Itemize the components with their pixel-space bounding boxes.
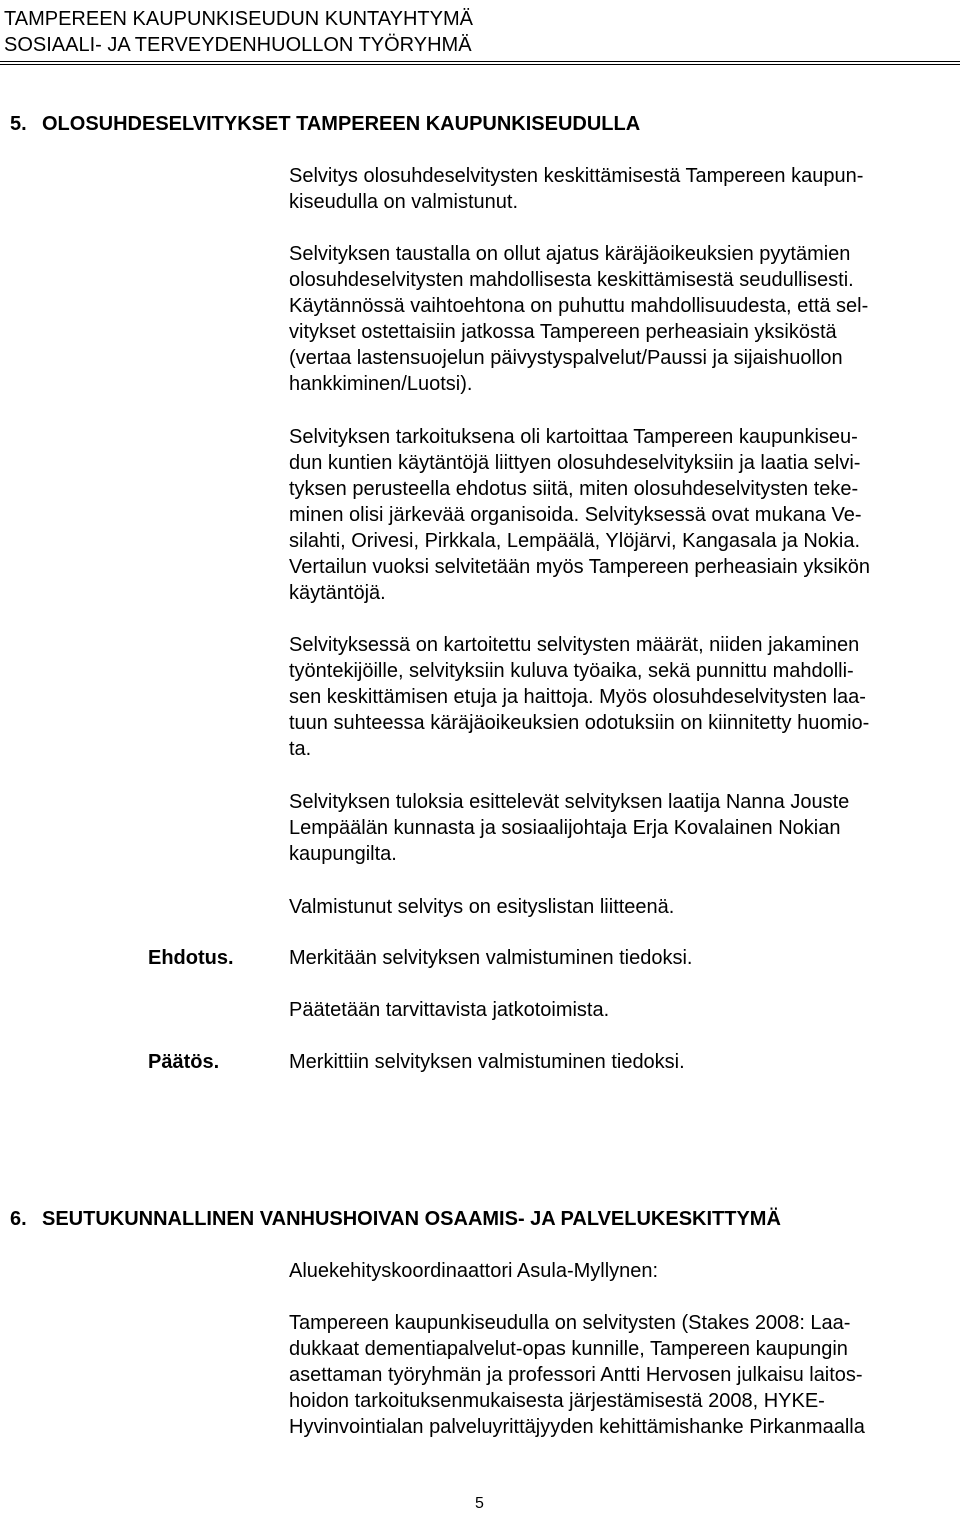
section-5-title: OLOSUHDESELVITYKSET TAMPEREEN KAUPUNKISEUDULLA: [42, 113, 641, 135]
text-line: Merkitään selvityksen valmistuminen tiedoksi.: [289, 947, 693, 969]
text-line: Selvityksessä on kartoitettu selvitysten määrät, niiden jakaminen: [289, 634, 860, 656]
text-line: Merkittiin selvityksen valmistuminen tiedoksi.: [289, 1051, 685, 1073]
section-5-paragraph-3: [289, 424, 870, 606]
text-line: Vertailun vuoksi selvitetään myös Tampereen perheasiain yksikön: [289, 556, 871, 578]
proposal-label: Ehdotus.: [148, 947, 234, 969]
text-line: käytäntöjä.: [289, 582, 386, 604]
section-5-heading: [10, 111, 640, 137]
text-line: dun kuntien käytäntöjä liittyen olosuhdeselvityksiin ja laatia selvi-: [289, 452, 861, 474]
text-line: Selvitys olosuhdeselvitysten keskittämisestä Tampereen kaupun-: [289, 165, 864, 187]
section-5-number: 5.: [10, 113, 27, 135]
section-5-paragraph-1: [289, 163, 863, 215]
text-line: tuun suhteessa käräjäoikeuksien odotuksiin on kiinnitetty huomio-: [289, 712, 870, 734]
text-line: sen keskittämisen etuja ja haittoja. Myös olosuhdeselvitysten laa-: [289, 686, 866, 708]
text-line: minen olisi järkevää organisoida. Selvityksessä ovat mukana Ve-: [289, 504, 862, 526]
text-line: Aluekehityskoordinaattori Asula-Myllynen:: [289, 1260, 659, 1282]
text-line: Selvityksen taustalla on ollut ajatus käräjäoikeuksien pyytämien: [289, 243, 851, 265]
text-line: työntekijöille, selvityksiin kuluva työaika, sekä punnittu mahdolli-: [289, 660, 854, 682]
text-line: Tampereen kaupunkiseudulla on selvitysten (Stakes 2008: Laa-: [289, 1312, 851, 1334]
section-6-paragraph-1: [289, 1310, 865, 1440]
section-5-paragraph-2: [289, 241, 868, 397]
decision-text: [289, 1049, 685, 1075]
text-line: vitykset ostettaisiin jatkossa Tampereen perheasiain yksiköstä: [289, 321, 837, 343]
text-line: hoidon tarkoituksenmukaisesta järjestämisestä 2008, HYKE-: [289, 1390, 825, 1412]
text-line: Päätetään tarvittavista jatkotoimista.: [289, 999, 610, 1021]
text-line: dukkaat dementiapalvelut-opas kunnille, Tampereen kaupungin: [289, 1338, 848, 1360]
text-line: kaupungilta.: [289, 843, 397, 865]
section-5-attachment-note: [289, 894, 674, 920]
text-line: asettaman työryhmän ja professori Antti Hervosen julkaisu laitos-: [289, 1364, 863, 1386]
text-line: Selvityksen tuloksia esittelevät selvityksen laatija Nanna Jouste: [289, 791, 850, 813]
text-line: Käytännössä vaihtoehtona on puhuttu mahdollisuudesta, että sel-: [289, 295, 869, 317]
text-line: (vertaa lastensuojelun päivystyspalvelut/Paussi ja sijaishuollon: [289, 347, 843, 369]
text-line: ta.: [289, 738, 312, 760]
text-line: kiseudulla on valmistunut.: [289, 191, 519, 213]
proposal-text-2: [289, 997, 609, 1023]
proposal-text: [289, 945, 693, 971]
text-line: hankkiminen/Luotsi).: [289, 373, 473, 395]
header-organization: TAMPEREEN KAUPUNKISEUDUN KUNTAYHTYMÄ: [4, 8, 473, 30]
text-line: silahti, Orivesi, Pirkkala, Lempäälä, Ylöjärvi, Kangasala ja Nokia.: [289, 530, 861, 552]
section-5-paragraph-4: [289, 632, 869, 762]
page-number: 5: [475, 1495, 484, 1512]
header-working-group: SOSIAALI- JA TERVEYDENHUOLLON TYÖRYHMÄ: [4, 34, 472, 56]
section-6-number: 6.: [10, 1208, 27, 1230]
section-5-paragraph-5: [289, 789, 849, 867]
section-6-presenter: [289, 1258, 658, 1284]
header-rule-bottom: [0, 64, 960, 65]
document-header: [4, 6, 473, 58]
text-line: Lempäälän kunnasta ja sosiaalijohtaja Erja Kovalainen Nokian: [289, 817, 841, 839]
text-line: Selvityksen tarkoituksena oli kartoittaa Tampereen kaupunkiseu-: [289, 426, 858, 448]
decision-label: Päätös.: [148, 1051, 220, 1073]
text-line: Hyvinvointialan palveluyrittäjyyden kehittämishanke Pirkanmaalla: [289, 1416, 865, 1438]
text-line: Valmistunut selvitys on esityslistan liitteenä.: [289, 896, 675, 918]
header-rule-top: [0, 61, 960, 62]
text-line: olosuhdeselvitysten mahdollisesta keskittämisestä seudullisesti.: [289, 269, 854, 291]
section-6-title: SEUTUKUNNALLINEN VANHUSHOIVAN OSAAMIS- JA PALVELUKESKITTYMÄ: [42, 1208, 781, 1230]
section-6-heading: [10, 1206, 781, 1232]
text-line: tyksen perusteella ehdotus siitä, miten olosuhdeselvitysten teke-: [289, 478, 859, 500]
